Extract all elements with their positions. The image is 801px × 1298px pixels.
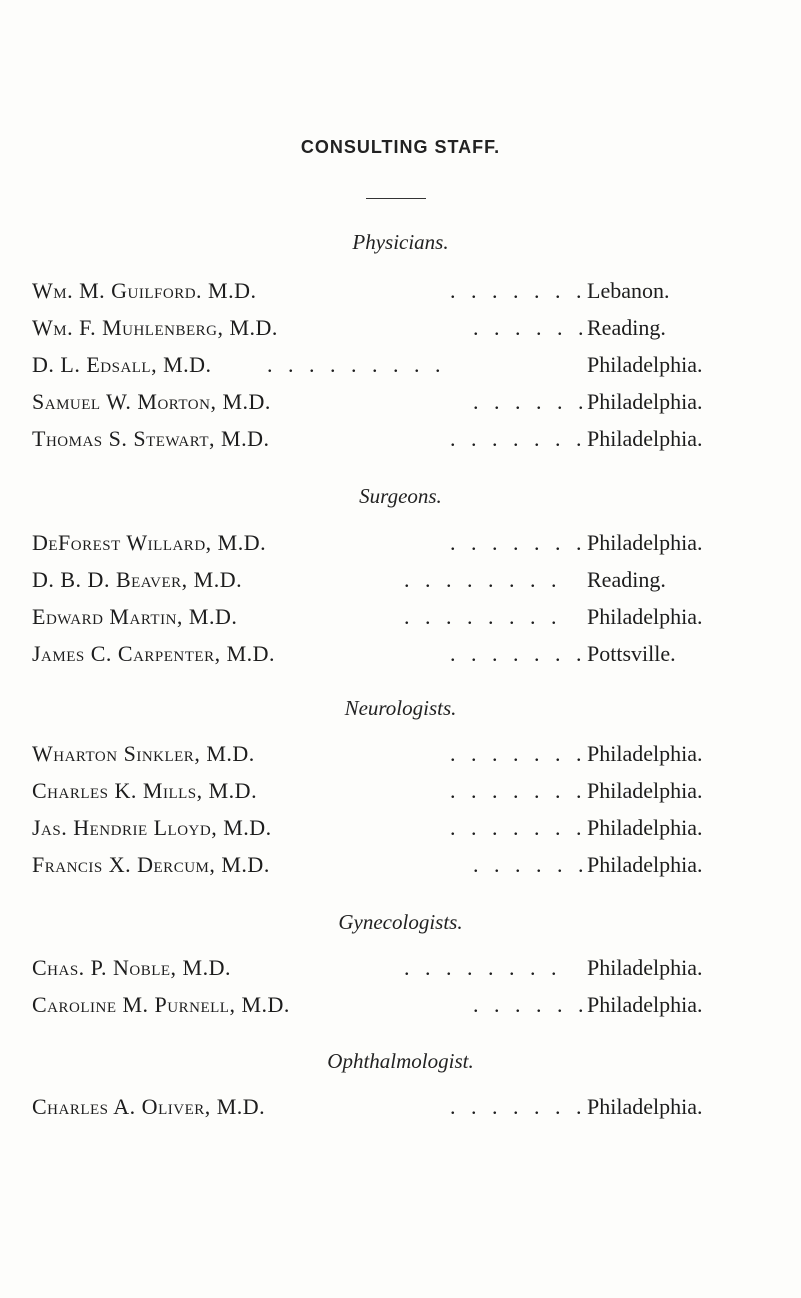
staff-entry: [32, 815, 772, 847]
staff-location: Philadelphia.: [587, 852, 703, 877]
staff-entry: [32, 741, 772, 773]
staff-entry: [32, 852, 772, 884]
staff-name: Wharton Sinkler, M.D.: [32, 741, 255, 766]
staff-name: Jas. Hendrie Lloyd, M.D.: [32, 815, 272, 840]
staff-location: Philadelphia.: [587, 992, 703, 1017]
leader-dots: . . . . . . .: [450, 778, 587, 803]
leader-dots: . . . . . .: [473, 389, 589, 414]
staff-name: Thomas S. Stewart, M.D.: [32, 426, 270, 451]
section-heading-surgeons: Surgeons.: [359, 484, 442, 508]
staff-location: Philadelphia.: [587, 741, 703, 766]
staff-entry: [32, 530, 772, 562]
section-heading-physicians: Physicians.: [352, 230, 449, 254]
staff-entry: [32, 604, 772, 636]
leader-dots: . . . . . . . . .: [267, 352, 446, 377]
staff-location: Philadelphia.: [587, 389, 703, 414]
leader-dots: . . . . . .: [473, 315, 589, 340]
staff-name: Wm. M. Guilford. M.D.: [32, 278, 257, 303]
staff-entry: [32, 641, 772, 673]
staff-name: DeForest Willard, M.D.: [32, 530, 267, 555]
staff-name: Edward Martin, M.D.: [32, 604, 238, 629]
staff-name: Caroline M. Purnell, M.D.: [32, 992, 290, 1017]
leader-dots: . . . . . . . .: [404, 604, 562, 629]
staff-location: Philadelphia.: [587, 604, 703, 629]
staff-location: Reading.: [587, 315, 666, 340]
leader-dots: . . . . . . .: [450, 741, 587, 766]
staff-entry: [32, 315, 772, 347]
staff-entry: [32, 992, 772, 1024]
staff-entry: [32, 955, 772, 987]
staff-entry: [32, 567, 772, 599]
leader-dots: . . . . . .: [473, 852, 589, 877]
leader-dots: . . . . . . . .: [404, 955, 562, 980]
staff-entry: [32, 278, 772, 310]
leader-dots: . . . . . . .: [450, 1094, 587, 1119]
staff-name: Wm. F. Muhlenberg, M.D.: [32, 315, 278, 340]
staff-location: Philadelphia.: [587, 1094, 703, 1119]
leader-dots: . . . . . . .: [450, 278, 587, 303]
staff-entry: [32, 389, 772, 421]
section-heading-gynecologists: Gynecologists.: [338, 910, 463, 934]
leader-dots: . . . . . . .: [450, 426, 587, 451]
staff-location: Reading.: [587, 567, 666, 592]
staff-location: Pottsville.: [587, 641, 676, 666]
staff-name: Samuel W. Morton, M.D.: [32, 389, 271, 414]
staff-entry: [32, 352, 772, 384]
staff-entry: [32, 426, 772, 458]
staff-location: Philadelphia.: [587, 815, 703, 840]
staff-location: Philadelphia.: [587, 426, 703, 451]
staff-name: Francis X. Dercum, M.D.: [32, 852, 270, 877]
staff-location: Philadelphia.: [587, 352, 703, 377]
staff-name: James C. Carpenter, M.D.: [32, 641, 276, 666]
leader-dots: . . . . . .: [473, 992, 589, 1017]
page-title: CONSULTING STAFF.: [300, 137, 501, 157]
title-rule: [366, 198, 426, 199]
staff-entry: [32, 1094, 772, 1126]
staff-location: Lebanon.: [587, 278, 670, 303]
staff-name: Charles A. Oliver, M.D.: [32, 1094, 266, 1119]
staff-location: Philadelphia.: [587, 778, 703, 803]
staff-name: D. L. Edsall, M.D.: [32, 352, 212, 377]
staff-name: Charles K. Mills, M.D.: [32, 778, 258, 803]
leader-dots: . . . . . . . .: [404, 567, 562, 592]
leader-dots: . . . . . . .: [450, 815, 587, 840]
staff-name: Chas. P. Noble, M.D.: [32, 955, 231, 980]
section-heading-neurologists: Neurologists.: [344, 696, 457, 720]
leader-dots: . . . . . . .: [450, 530, 587, 555]
leader-dots: . . . . . . .: [450, 641, 587, 666]
staff-entry: [32, 778, 772, 810]
staff-location: Philadelphia.: [587, 955, 703, 980]
section-heading-ophthalmologist: Ophthalmologist.: [327, 1049, 474, 1073]
staff-name: D. B. D. Beaver, M.D.: [32, 567, 243, 592]
staff-location: Philadelphia.: [587, 530, 703, 555]
